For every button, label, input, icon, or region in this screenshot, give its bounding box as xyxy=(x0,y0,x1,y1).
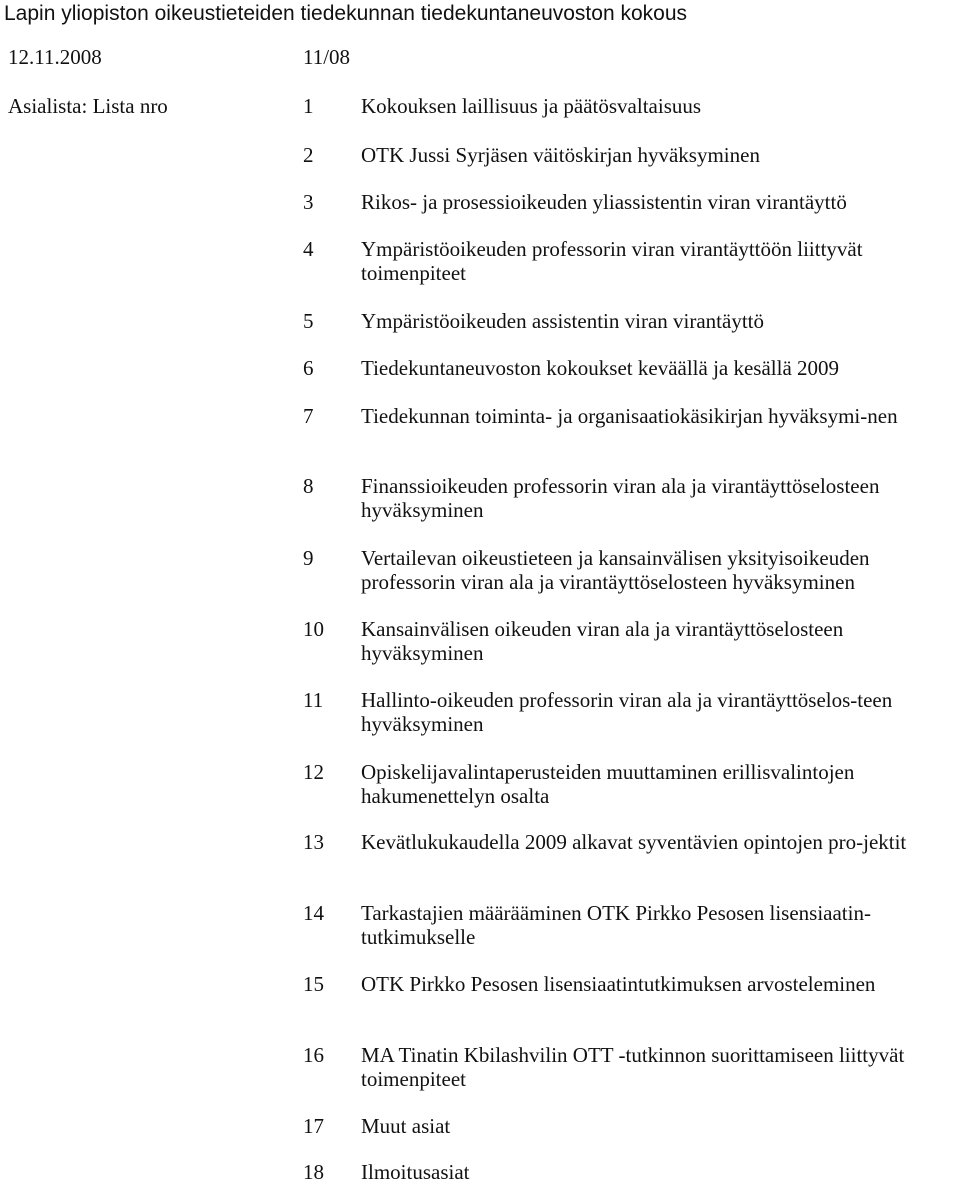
agenda-item-text: Rikos- ja prosessioikeuden yliassistentin viran virantäyttö xyxy=(361,190,847,214)
agenda-item-text: Vertailevan oikeustieteen ja kansainvälisen yksityisoikeuden professorin viran ala ja virantäyttöselosteen hyväksyminen xyxy=(361,546,870,594)
agenda-item-text: Muut asiat xyxy=(361,1114,451,1138)
agenda-item-number: 4 xyxy=(303,237,314,261)
agenda-item-number: 14 xyxy=(303,901,324,925)
agenda-item-number: 15 xyxy=(303,972,324,996)
agenda-item-text: Kevätlukukaudella 2009 alkavat syventävien opintojen pro-jektit xyxy=(361,830,907,854)
agenda-item-text: Kansainvälisen oikeuden viran ala ja virantäyttöselosteen hyväksyminen xyxy=(361,617,844,665)
agenda-item-number: 17 xyxy=(303,1114,324,1138)
agenda-item-text: Ympäristöoikeuden assistentin viran virantäyttö xyxy=(361,309,764,333)
agenda-item-text: Ilmoitusasiat xyxy=(361,1160,470,1184)
agenda-item-number: 9 xyxy=(303,546,314,570)
meeting-number: 11/08 xyxy=(303,45,351,69)
agenda-item-number: 5 xyxy=(303,309,314,333)
agenda-item-number: 12 xyxy=(303,760,324,784)
agenda-item-text: OTK Pirkko Pesosen lisensiaatintutkimuksen arvosteleminen xyxy=(361,972,876,996)
agenda-item-number: 7 xyxy=(303,404,314,428)
document-title: Lapin yliopiston oikeustieteiden tiedekunnan tiedekuntaneuvoston kokous xyxy=(4,2,687,25)
agenda-item-text: Tiedekunnan toiminta- ja organisaatiokäsikirjan hyväksymi-nen xyxy=(361,404,898,428)
agenda-item-number: 13 xyxy=(303,830,324,854)
agenda-item-text: Hallinto-oikeuden professorin viran ala ja virantäyttöselos-teen hyväksyminen xyxy=(361,688,893,736)
agenda-item-number: 1 xyxy=(303,94,314,118)
agenda-item-text: MA Tinatin Kbilashvilin OTT -tutkinnon suorittamiseen liittyvät toimenpiteet xyxy=(361,1043,905,1091)
agenda-item-text: OTK Jussi Syrjäsen väitöskirjan hyväksyminen xyxy=(361,143,760,167)
meeting-date: 12.11.2008 xyxy=(8,45,102,69)
agenda-item-text: Tiedekuntaneuvoston kokoukset keväällä ja kesällä 2009 xyxy=(361,356,840,380)
agenda-item-number: 2 xyxy=(303,143,314,167)
agenda-item-text: Opiskelijavalintaperusteiden muuttaminen erillisvalintojen hakumenettelyn osalta xyxy=(361,760,855,808)
agenda-label: Asialista: Lista nro xyxy=(8,94,168,118)
agenda-item-number: 11 xyxy=(303,688,324,712)
agenda-item-number: 8 xyxy=(303,474,314,498)
agenda-item-text: Tarkastajien määrääminen OTK Pirkko Pesosen lisensiaatin-tutkimukselle xyxy=(361,901,871,949)
agenda-item-number: 6 xyxy=(303,356,314,380)
agenda-item-text: Kokouksen laillisuus ja päätösvaltaisuus xyxy=(361,94,702,118)
agenda-item-number: 10 xyxy=(303,617,324,641)
agenda-item-text: Finanssioikeuden professorin viran ala ja virantäyttöselosteen hyväksyminen xyxy=(361,474,880,522)
agenda-item-number: 3 xyxy=(303,190,314,214)
agenda-item-text: Ympäristöoikeuden professorin viran virantäyttöön liittyvät toimenpiteet xyxy=(361,237,863,285)
agenda-item-number: 18 xyxy=(303,1160,324,1184)
agenda-item-number: 16 xyxy=(303,1043,324,1067)
